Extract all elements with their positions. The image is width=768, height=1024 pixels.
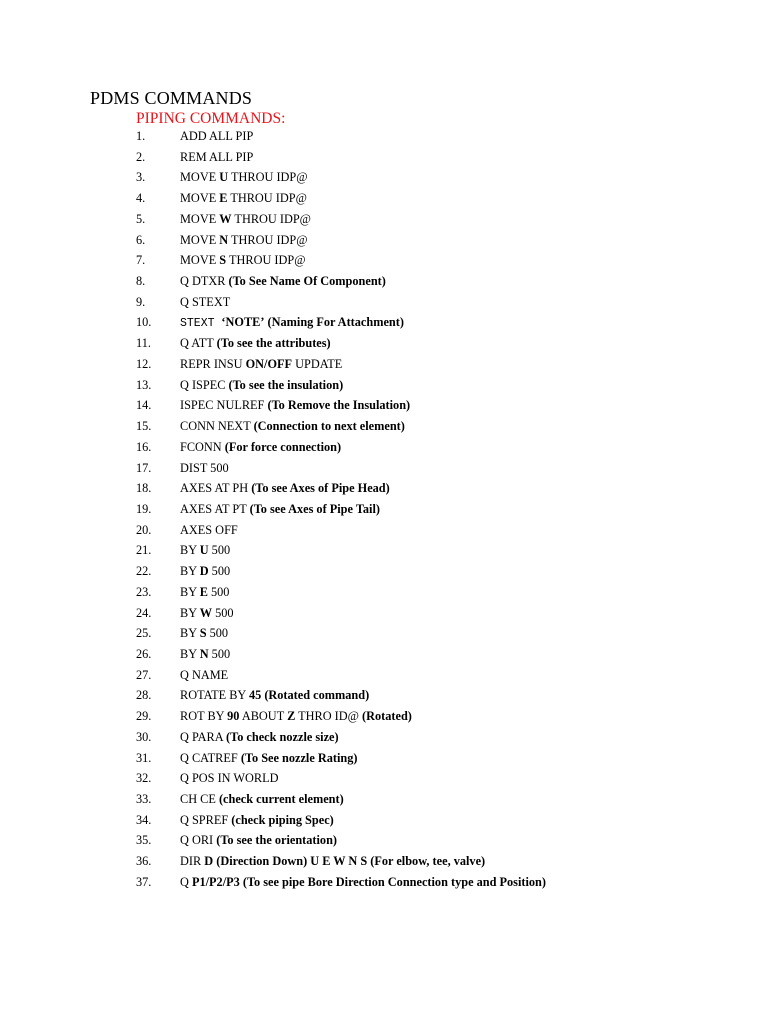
command-text bbox=[180, 644, 230, 665]
command-number: 10. bbox=[136, 315, 152, 330]
command-text bbox=[180, 603, 234, 624]
command-number: 21. bbox=[136, 543, 152, 558]
command-text bbox=[180, 354, 342, 375]
command-item bbox=[0, 810, 768, 831]
command-item bbox=[0, 230, 768, 251]
command-text-part: 500 bbox=[212, 605, 234, 620]
command-item bbox=[0, 830, 768, 851]
command-text-part: 500 bbox=[206, 626, 229, 641]
command-text-part: BY bbox=[180, 626, 200, 641]
command-text bbox=[180, 727, 339, 748]
command-text bbox=[180, 520, 238, 541]
command-number: 14. bbox=[136, 398, 152, 413]
command-text-part: BY bbox=[180, 646, 200, 661]
command-text-part: BY bbox=[180, 584, 200, 599]
command-item bbox=[0, 520, 768, 541]
command-number: 9. bbox=[136, 294, 146, 309]
command-number: 35. bbox=[136, 833, 152, 848]
command-text bbox=[180, 395, 410, 416]
command-text-part: CONN NEXT bbox=[180, 419, 254, 434]
command-text-bold: (To see Axes of Pipe Tail) bbox=[249, 501, 380, 516]
command-number: 23. bbox=[136, 584, 152, 599]
command-text-part: Q ORI bbox=[180, 833, 217, 848]
command-text-bold: (To check nozzle size) bbox=[226, 729, 339, 744]
command-text-part: Q POS IN WORLD bbox=[180, 771, 279, 786]
command-text-bold: (To See Name Of Component) bbox=[228, 274, 386, 289]
command-text bbox=[180, 706, 412, 727]
command-item bbox=[0, 147, 768, 168]
command-text bbox=[180, 478, 390, 499]
command-item bbox=[0, 209, 768, 230]
command-number: 8. bbox=[136, 274, 146, 289]
command-number: 32. bbox=[136, 771, 152, 786]
command-text bbox=[180, 748, 358, 769]
command-item bbox=[0, 851, 768, 872]
command-text-bold: W bbox=[199, 605, 212, 620]
command-text bbox=[180, 437, 341, 458]
command-text bbox=[180, 209, 311, 230]
command-text-bold: W bbox=[219, 211, 232, 226]
command-item bbox=[0, 499, 768, 520]
command-text-bold: (To see the orientation) bbox=[216, 833, 338, 848]
command-text bbox=[180, 768, 279, 789]
command-text bbox=[180, 188, 307, 209]
command-number: 29. bbox=[136, 709, 152, 724]
command-text-bold: D (Direction Down) U E W N S (For elbow, tee, valve) bbox=[204, 854, 486, 869]
command-item bbox=[0, 292, 768, 313]
command-text bbox=[180, 851, 485, 872]
command-text-part: ROT BY bbox=[180, 709, 228, 724]
command-number: 25. bbox=[136, 626, 152, 641]
command-text-bold: (For force connection) bbox=[224, 439, 342, 454]
command-text-bold: D bbox=[199, 564, 209, 579]
command-text bbox=[180, 375, 343, 396]
command-text bbox=[180, 872, 546, 893]
command-item bbox=[0, 789, 768, 810]
command-text bbox=[180, 810, 334, 831]
command-number: 15. bbox=[136, 419, 152, 434]
command-text-part: AXES OFF bbox=[180, 522, 238, 537]
command-text-part: Q PARA bbox=[180, 729, 227, 744]
command-number: 1. bbox=[136, 129, 146, 143]
command-item bbox=[0, 188, 768, 209]
command-text bbox=[180, 333, 331, 354]
command-text bbox=[180, 416, 405, 437]
command-text-part: BY bbox=[180, 564, 200, 579]
page-title: PDMS COMMANDS bbox=[90, 88, 253, 108]
command-item bbox=[0, 561, 768, 582]
command-text bbox=[180, 292, 230, 313]
command-text bbox=[180, 271, 386, 292]
command-text-part: UPDATE bbox=[292, 356, 343, 371]
command-item bbox=[0, 665, 768, 686]
command-text-part: MOVE bbox=[180, 170, 220, 185]
command-number: 24. bbox=[136, 605, 152, 620]
command-text bbox=[180, 540, 230, 561]
command-text-part: Q ISPEC bbox=[180, 377, 229, 392]
command-text-bold: (Connection to next element) bbox=[253, 419, 405, 434]
command-text bbox=[180, 499, 380, 520]
command-text-bold: (To see the attributes) bbox=[216, 336, 331, 351]
command-text-bold: E bbox=[199, 584, 208, 599]
command-item bbox=[0, 685, 768, 706]
command-text-bold: N bbox=[219, 232, 229, 247]
command-text-bold: 90 bbox=[227, 709, 240, 724]
command-text-part: AXES AT PT bbox=[180, 501, 250, 516]
command-number: 17. bbox=[136, 460, 152, 475]
command-text-bold: (check current element) bbox=[218, 792, 344, 806]
command-number: 13. bbox=[136, 377, 152, 392]
command-number: 37. bbox=[136, 874, 152, 889]
command-number: 22. bbox=[136, 564, 152, 579]
command-number: 26. bbox=[136, 646, 152, 661]
command-number: 2. bbox=[136, 149, 146, 164]
command-text-part: THROU IDP@ bbox=[228, 170, 308, 185]
command-text-bold: Z bbox=[287, 709, 296, 724]
command-item bbox=[0, 375, 768, 396]
command-text-part: Q ATT bbox=[180, 336, 217, 351]
command-text-bold: P1/P2/P3 (To see pipe Bore Direction Connection type and Position) bbox=[191, 874, 546, 889]
command-list bbox=[0, 126, 768, 893]
command-number: 34. bbox=[136, 812, 152, 827]
command-number: 6. bbox=[136, 232, 146, 247]
command-number: 18. bbox=[136, 481, 152, 496]
command-item bbox=[0, 333, 768, 354]
command-text-bold: U bbox=[219, 170, 229, 185]
command-text bbox=[180, 167, 308, 188]
command-text-bold: ON/OFF bbox=[245, 356, 293, 371]
command-text bbox=[180, 789, 344, 810]
command-number: 36. bbox=[136, 854, 152, 869]
command-text-part: BY bbox=[180, 605, 200, 620]
command-text-part: STEXT bbox=[180, 317, 222, 331]
command-text-part: CH CE bbox=[180, 792, 219, 806]
command-text-part: 500 bbox=[208, 543, 231, 558]
command-text-part: MOVE bbox=[180, 211, 220, 226]
command-number: 19. bbox=[136, 501, 152, 516]
command-text-bold: S bbox=[199, 626, 207, 641]
command-number: 20. bbox=[136, 522, 152, 537]
command-item bbox=[0, 603, 768, 624]
command-text bbox=[180, 458, 229, 479]
command-text-bold: (Rotated command) bbox=[264, 688, 370, 703]
command-text-bold: (Rotated) bbox=[362, 709, 412, 724]
command-text bbox=[180, 830, 337, 851]
command-text-bold: S bbox=[219, 253, 227, 268]
command-item bbox=[0, 706, 768, 727]
command-text bbox=[180, 230, 308, 251]
command-text bbox=[180, 623, 228, 644]
command-item bbox=[0, 395, 768, 416]
command-item bbox=[0, 582, 768, 603]
command-text-bold: N bbox=[199, 646, 209, 661]
command-number: 4. bbox=[136, 191, 146, 206]
command-text-part: DIST 500 bbox=[180, 460, 229, 475]
command-number: 3. bbox=[136, 170, 146, 185]
command-text-part: FCONN bbox=[180, 439, 225, 454]
command-text-part: Q NAME bbox=[180, 667, 229, 682]
command-item bbox=[0, 748, 768, 769]
command-text-part: THROU IDP@ bbox=[227, 191, 307, 206]
command-text bbox=[180, 582, 229, 603]
command-text-part: MOVE bbox=[180, 191, 220, 206]
command-text-part: THRO ID@ bbox=[295, 709, 363, 724]
command-text bbox=[180, 147, 253, 168]
command-text-part: ISPEC NULREF bbox=[180, 398, 268, 413]
command-text-part: DIR bbox=[180, 854, 205, 869]
command-number: 33. bbox=[136, 792, 152, 806]
command-text-part: Q CATREF bbox=[180, 750, 241, 765]
command-text-bold: (To See nozzle Rating) bbox=[240, 750, 358, 765]
command-item bbox=[0, 354, 768, 375]
command-item bbox=[0, 478, 768, 499]
command-item bbox=[0, 540, 768, 561]
command-text bbox=[180, 250, 306, 271]
command-text bbox=[180, 561, 230, 582]
command-text-part: ADD ALL PIP bbox=[180, 129, 254, 143]
command-text-part: BY bbox=[180, 543, 200, 558]
command-item bbox=[0, 768, 768, 789]
command-text-bold: (check piping Spec) bbox=[231, 812, 334, 827]
command-item bbox=[0, 458, 768, 479]
command-text-bold: U bbox=[199, 543, 209, 558]
command-text-part: REPR INSU bbox=[180, 356, 246, 371]
command-text bbox=[180, 126, 253, 147]
command-text-bold: (To see Axes of Pipe Head) bbox=[251, 481, 390, 496]
command-text-part: ABOUT bbox=[239, 709, 288, 724]
command-number: 5. bbox=[136, 211, 146, 226]
command-item bbox=[0, 437, 768, 458]
command-item bbox=[0, 312, 768, 333]
command-text-bold: (To Remove the Insulation) bbox=[267, 398, 411, 413]
command-item bbox=[0, 872, 768, 893]
command-text-bold: ‘NOTE’ bbox=[221, 315, 265, 330]
command-text-part: THROU IDP@ bbox=[228, 232, 308, 247]
command-item bbox=[0, 126, 768, 147]
command-text-part: ROTATE BY bbox=[180, 688, 249, 703]
command-text-part: AXES AT PH bbox=[180, 481, 252, 496]
command-text-part: 500 bbox=[208, 564, 231, 579]
command-text-part: 500 bbox=[207, 584, 230, 599]
command-text-bold: (Naming For Attachment) bbox=[267, 315, 404, 330]
command-number: 27. bbox=[136, 667, 152, 682]
command-text-part: THROU IDP@ bbox=[231, 211, 311, 226]
command-text-part: 500 bbox=[208, 646, 231, 661]
command-text-bold: 45 bbox=[248, 688, 262, 703]
command-text bbox=[180, 665, 228, 686]
command-text-part: MOVE bbox=[180, 232, 220, 247]
command-text-part: MOVE bbox=[180, 253, 220, 268]
command-number: 7. bbox=[136, 253, 146, 268]
command-number: 30. bbox=[136, 729, 152, 744]
command-text-part: Q DTXR bbox=[180, 274, 229, 289]
command-item bbox=[0, 623, 768, 644]
command-item bbox=[0, 271, 768, 292]
command-text-bold: (To see the insulation) bbox=[228, 377, 344, 392]
command-text bbox=[180, 312, 404, 335]
command-text-part: THROU IDP@ bbox=[226, 253, 306, 268]
command-number: 28. bbox=[136, 688, 152, 703]
command-text-part: Q SPREF bbox=[180, 812, 232, 827]
command-number: 31. bbox=[136, 750, 152, 765]
command-item bbox=[0, 416, 768, 437]
command-text bbox=[180, 685, 369, 706]
section-heading: PIPING COMMANDS: bbox=[136, 110, 286, 127]
command-text-part: Q bbox=[180, 874, 192, 889]
command-number: 11. bbox=[136, 336, 151, 351]
command-item bbox=[0, 250, 768, 271]
command-item bbox=[0, 644, 768, 665]
command-text-part: REM ALL PIP bbox=[180, 149, 254, 164]
command-item bbox=[0, 727, 768, 748]
command-text-part: Q STEXT bbox=[180, 294, 231, 309]
command-number: 16. bbox=[136, 439, 152, 454]
command-item bbox=[0, 167, 768, 188]
command-text-bold: E bbox=[219, 191, 228, 206]
command-number: 12. bbox=[136, 356, 152, 371]
